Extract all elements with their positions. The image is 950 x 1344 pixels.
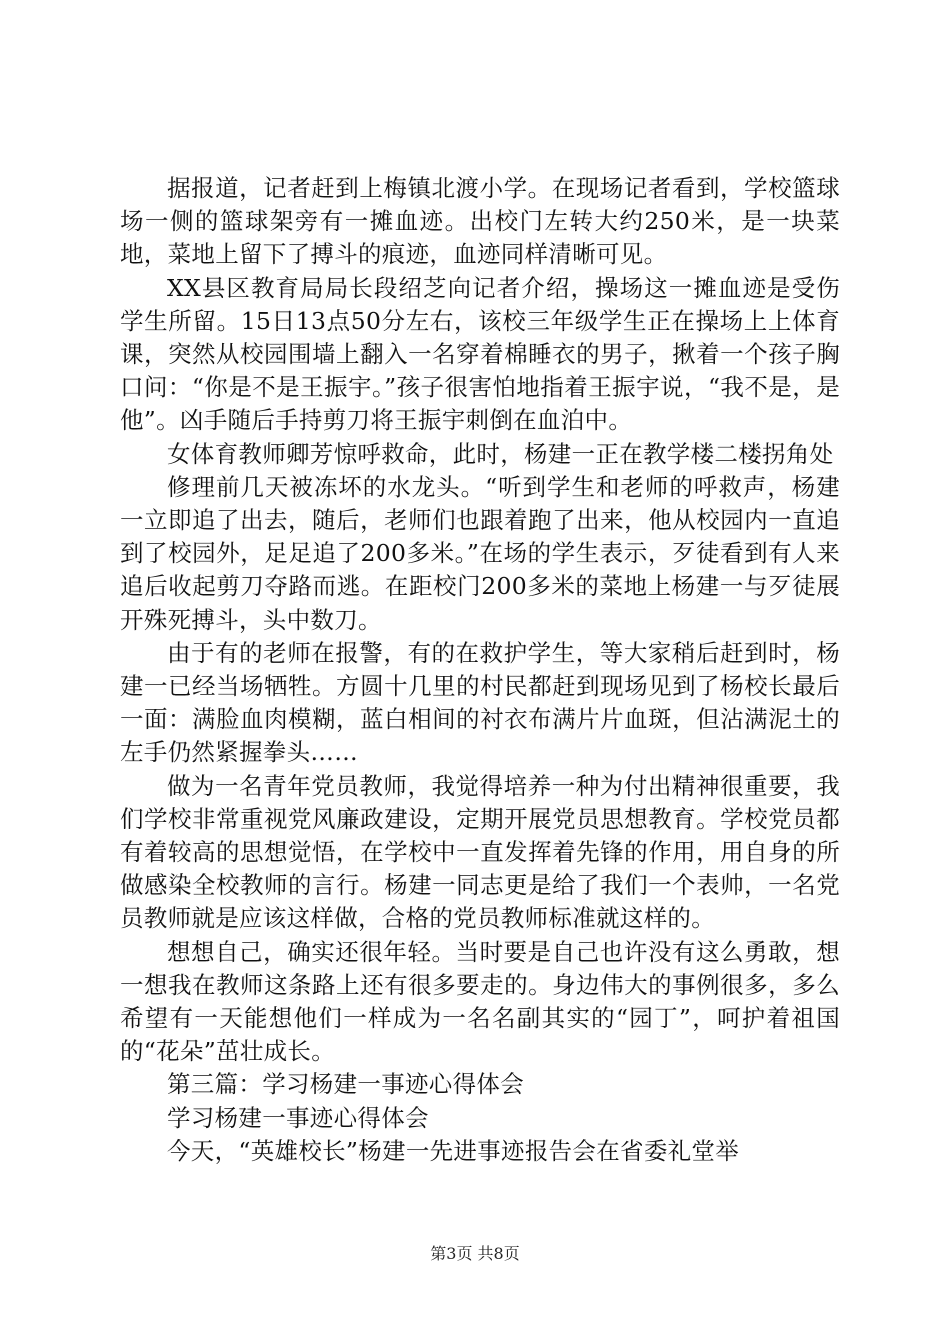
paragraph-teacher-alarm: 女体育教师卿芳惊呼救命，此时，杨建一正在教学楼二楼拐角处 xyxy=(167,439,834,468)
paragraph-report: 据报道，记者赶到上梅镇北渡小学。在现场记者看到，学校篮球场一侧的篮球架旁有一摊血迹。出校门左转大约250米，是一块菜地，菜地上留下了搏斗的痕迹，血迹同样清晰可见。 xyxy=(120,174,840,269)
paragraph-report-meeting: 今天，“英雄校长”杨建一先进事迹报告会在省委礼堂举 xyxy=(167,1136,740,1165)
paragraph-pursuit: 修理前几天被冻坏的水龙头。“听到学生和老师的呼救声，杨建一立即追了出去，随后，老师们也跟着跑了出来，他从校园内一直追到了校园外，足足追了200多米。”在场的学生表示，歹徒看到有人来追后收起剪刀夺路而逃。在距校门200多米的菜地上杨建一与歹徒展开殊死搏斗，头中数刀。 xyxy=(120,472,840,634)
paragraph-sacrifice: 由于有的老师在报警，有的在救护学生，等大家稍后赶到时，杨建一已经当场牺牲。方圆十几里的村民都赶到现场见到了杨校长最后一面：满脸血肉模糊，蓝白相间的衬衣布满片片血斑，但沾满泥土的左手仍然紧握拳头…… xyxy=(120,638,840,767)
paragraph-director-statement: XX县区教育局局长段绍芝向记者介绍，操场这一摊血迹是受伤学生所留。15日13点50分左右，该校三年级学生正在操场上上体育课，突然从校园围墙上翻入一名穿着棉睡衣的男子，揪着一个孩子胸口问：“你是不是王振宇。”孩子很害怕地指着王振宇说，“我不是，是他”。凶手随后手持剪刀将王振宇刺倒在血泊中。 xyxy=(120,273,840,435)
paragraph-reflection: 想想自己，确实还很年轻。当时要是自己也许没有这么勇敢，想一想我在教师这条路上还有很多要走的。身边伟大的事例很多，多么希望有一天能想他们一样成为一名名副其实的“园丁”，呵护着祖国的“花朵”茁壮成长。 xyxy=(120,937,840,1066)
document-body xyxy=(120,172,840,1168)
page-number-footer: 第3页 共8页 xyxy=(430,1244,520,1263)
section-heading: 第三篇：学习杨建一事迹心得体会 xyxy=(167,1070,524,1099)
section-title: 学习杨建一事迹心得体会 xyxy=(167,1103,429,1132)
paragraph-party-teacher: 做为一名青年党员教师，我觉得培养一种为付出精神很重要，我们学校非常重视党风廉政建设，定期开展党员思想教育。学校党员都有着较高的思想觉悟，在学校中一直发挥着先锋的作用，用自身的所做感染全校教师的言行。杨建一同志更是给了我们一个表帅，一名党员教师就是应该这样做，合格的党员教师标准就这样的。 xyxy=(120,771,840,933)
